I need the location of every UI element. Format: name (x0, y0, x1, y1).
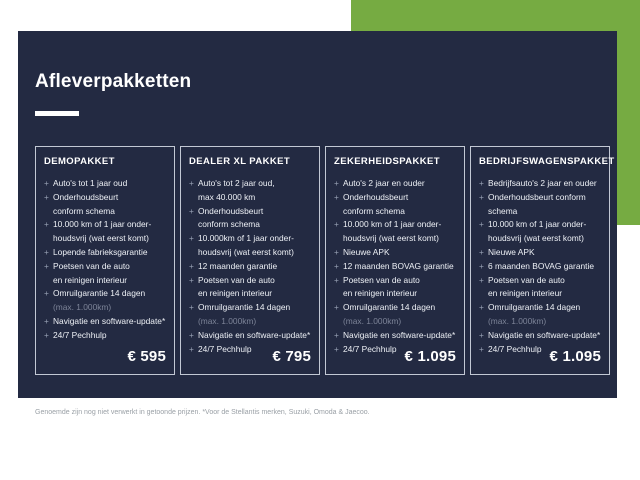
package-name: DEALER XL PAKKET (189, 156, 291, 167)
plus-bullet-icon: + (479, 343, 484, 354)
feature-item (44, 246, 168, 260)
plus-bullet-icon: + (479, 191, 484, 202)
feature-text: Omruilgarantie 14 dagen (488, 302, 581, 313)
feature-text: en reinigen interieur (343, 288, 418, 299)
feature-text: houdsvrij (wat eerst komt) (343, 233, 439, 244)
feature-line (189, 274, 313, 288)
plus-bullet-icon: + (189, 302, 194, 313)
plus-bullet-icon: + (479, 329, 484, 340)
feature-text: Omruilgarantie 14 dagen (198, 302, 291, 313)
feature-line (44, 329, 168, 343)
feature-item (479, 177, 603, 191)
feature-line (44, 260, 168, 274)
feature-list (44, 177, 168, 343)
feature-line (189, 205, 313, 219)
feature-line (334, 315, 458, 329)
package-price: € 595 (127, 348, 166, 365)
feature-text: 10.000 km of 1 jaar onder- (488, 219, 587, 230)
plus-bullet-icon: + (44, 315, 49, 326)
feature-text: Bedrijfsauto's 2 jaar en ouder (488, 178, 597, 188)
packages-panel (18, 31, 617, 398)
plus-bullet-icon: + (44, 329, 49, 340)
plus-bullet-icon: + (44, 246, 49, 257)
feature-item (189, 177, 313, 205)
feature-line (44, 274, 168, 288)
feature-text: en reinigen interieur (488, 288, 563, 299)
feature-item (189, 232, 313, 260)
package-name: BEDRIJFSWAGENSPAKKET (479, 156, 615, 167)
feature-text: Onderhoudsbeurt (198, 205, 264, 216)
feature-text: Onderhoudsbeurt conform (488, 191, 586, 202)
feature-line (189, 329, 313, 343)
feature-item (334, 177, 458, 191)
feature-line (479, 191, 603, 205)
plus-bullet-icon: + (189, 233, 194, 244)
package-name: ZEKERHEIDSPAKKET (334, 156, 440, 167)
page-title: Afleverpakketten (35, 71, 192, 92)
feature-text: en reinigen interieur (53, 274, 128, 285)
feature-line (479, 218, 603, 232)
feature-item (479, 218, 603, 246)
feature-item (44, 315, 168, 329)
feature-list (479, 177, 603, 356)
feature-text: schema (488, 205, 518, 216)
plus-bullet-icon: + (189, 274, 194, 285)
package-price: € 1.095 (404, 348, 456, 365)
feature-text: 12 maanden BOVAG garantie (343, 260, 454, 271)
feature-item (479, 260, 603, 274)
feature-list (189, 177, 313, 356)
feature-line (44, 191, 168, 205)
plus-bullet-icon: + (334, 219, 339, 230)
feature-line (479, 329, 603, 343)
feature-line (479, 246, 603, 260)
feature-line (189, 177, 313, 191)
feature-text: Omruilgarantie 14 dagen (343, 302, 436, 313)
feature-item (189, 205, 313, 233)
feature-line (189, 191, 313, 205)
feature-line (479, 315, 603, 329)
title-underline (35, 111, 79, 116)
feature-text: houdsvrij (wat eerst komt) (488, 233, 584, 244)
package-card (35, 146, 175, 375)
feature-item (189, 274, 313, 302)
feature-line (334, 191, 458, 205)
plus-bullet-icon: + (479, 302, 484, 313)
feature-item (334, 218, 458, 246)
feature-line (479, 301, 603, 315)
feature-text: Poetsen van de auto (488, 274, 565, 285)
plus-bullet-icon: + (189, 329, 194, 340)
plus-bullet-icon: + (334, 260, 339, 271)
feature-item (189, 329, 313, 343)
plus-bullet-icon: + (189, 343, 194, 354)
feature-text: Poetsen van de auto (198, 274, 275, 285)
feature-line (44, 287, 168, 301)
feature-item (479, 274, 603, 302)
plus-bullet-icon: + (479, 178, 484, 188)
feature-text: 10.000km of 1 jaar onder- (198, 233, 294, 244)
feature-text: Onderhoudsbeurt (343, 191, 409, 202)
feature-line (479, 260, 603, 274)
feature-item (189, 301, 313, 329)
feature-item (44, 260, 168, 288)
feature-item (44, 329, 168, 343)
package-card (470, 146, 615, 375)
feature-item (479, 329, 603, 343)
feature-line (44, 301, 168, 315)
feature-text: Navigatie en software-update* (53, 315, 166, 326)
plus-bullet-icon: + (44, 219, 49, 230)
feature-text: 24/7 Pechhulp (343, 343, 397, 354)
feature-text: (max. 1.000km) (53, 302, 112, 313)
feature-text: Poetsen van de auto (53, 260, 130, 271)
feature-text: (max. 1.000km) (343, 315, 402, 326)
package-price: € 795 (272, 348, 311, 365)
feature-line (44, 218, 168, 232)
feature-text: conform schema (53, 205, 115, 216)
feature-line (189, 260, 313, 274)
feature-line (189, 301, 313, 315)
feature-text: Navigatie en software-update* (488, 329, 601, 340)
plus-bullet-icon: + (334, 274, 339, 285)
feature-line (44, 246, 168, 260)
plus-bullet-icon: + (44, 288, 49, 299)
feature-text: 10.000 km of 1 jaar onder- (53, 219, 152, 230)
feature-text: max 40.000 km (198, 191, 256, 202)
feature-text: 24/7 Pechhulp (53, 329, 107, 340)
feature-item (479, 246, 603, 260)
feature-line (44, 177, 168, 191)
feature-line (44, 315, 168, 329)
feature-item (479, 191, 603, 219)
feature-item (479, 301, 603, 329)
feature-item (334, 260, 458, 274)
feature-line (334, 260, 458, 274)
feature-text: Poetsen van de auto (343, 274, 420, 285)
feature-line (189, 218, 313, 232)
feature-text: en reinigen interieur (198, 288, 273, 299)
plus-bullet-icon: + (189, 205, 194, 216)
feature-text: Navigatie en software-update* (198, 329, 311, 340)
feature-line (334, 246, 458, 260)
feature-text: 24/7 Pechhulp (198, 343, 252, 354)
footnote: Genoemde zijn nog niet verwerkt in getoonde prijzen. *Voor de Stellantis merken, Suzuki, Omoda & Jaecoo. (35, 409, 370, 416)
plus-bullet-icon: + (479, 246, 484, 257)
plus-bullet-icon: + (479, 260, 484, 271)
feature-line (334, 232, 458, 246)
feature-item (334, 274, 458, 302)
feature-item (189, 260, 313, 274)
plus-bullet-icon: + (334, 178, 339, 188)
feature-line (334, 205, 458, 219)
feature-line (334, 177, 458, 191)
feature-line (44, 232, 168, 246)
feature-text: conform schema (198, 219, 260, 230)
feature-text: Auto's tot 1 jaar oud (53, 178, 128, 188)
feature-text: conform schema (343, 205, 405, 216)
feature-line (189, 287, 313, 301)
feature-text: houdsvrij (wat eerst komt) (198, 246, 294, 257)
feature-line (189, 315, 313, 329)
feature-text: 24/7 Pechhulp (488, 343, 542, 354)
feature-line (189, 232, 313, 246)
plus-bullet-icon: + (334, 302, 339, 313)
feature-text: Auto's tot 2 jaar oud, (198, 178, 275, 188)
package-card (180, 146, 320, 375)
package-price: € 1.095 (549, 348, 601, 365)
plus-bullet-icon: + (189, 260, 194, 271)
feature-text: (max. 1.000km) (488, 315, 547, 326)
plus-bullet-icon: + (479, 274, 484, 285)
plus-bullet-icon: + (334, 191, 339, 202)
plus-bullet-icon: + (44, 191, 49, 202)
feature-text: Nieuwe APK (343, 246, 390, 257)
plus-bullet-icon: + (44, 260, 49, 271)
feature-text: 12 maanden garantie (198, 260, 278, 271)
feature-line (479, 274, 603, 288)
feature-text: Omruilgarantie 14 dagen (53, 288, 146, 299)
feature-item (44, 287, 168, 315)
feature-line (334, 274, 458, 288)
plus-bullet-icon: + (334, 343, 339, 354)
feature-item (334, 301, 458, 329)
plus-bullet-icon: + (189, 178, 194, 188)
feature-line (189, 246, 313, 260)
feature-text: houdsvrij (wat eerst komt) (53, 233, 149, 244)
feature-line (334, 301, 458, 315)
feature-line (479, 177, 603, 191)
feature-item (334, 191, 458, 219)
feature-line (44, 205, 168, 219)
feature-line (479, 205, 603, 219)
feature-line (334, 287, 458, 301)
plus-bullet-icon: + (334, 246, 339, 257)
feature-line (334, 329, 458, 343)
feature-item (44, 177, 168, 191)
feature-line (479, 232, 603, 246)
plus-bullet-icon: + (334, 329, 339, 340)
feature-text: (max. 1.000km) (198, 315, 257, 326)
feature-line (334, 218, 458, 232)
plus-bullet-icon: + (44, 178, 49, 188)
package-name: DEMOPAKKET (44, 156, 115, 167)
feature-text: Nieuwe APK (488, 246, 535, 257)
feature-text: Auto's 2 jaar en ouder (343, 178, 425, 188)
packages-row (35, 146, 615, 375)
feature-list (334, 177, 458, 356)
plus-bullet-icon: + (479, 219, 484, 230)
feature-item (44, 191, 168, 219)
feature-item (334, 329, 458, 343)
feature-text: 10.000 km of 1 jaar onder- (343, 219, 442, 230)
feature-line (479, 287, 603, 301)
feature-text: Navigatie en software-update* (343, 329, 456, 340)
feature-text: Onderhoudsbeurt (53, 191, 119, 202)
package-card (325, 146, 465, 375)
feature-item (334, 246, 458, 260)
feature-text: Lopende fabrieksgarantie (53, 246, 148, 257)
feature-text: 6 maanden BOVAG garantie (488, 260, 594, 271)
feature-item (44, 218, 168, 246)
